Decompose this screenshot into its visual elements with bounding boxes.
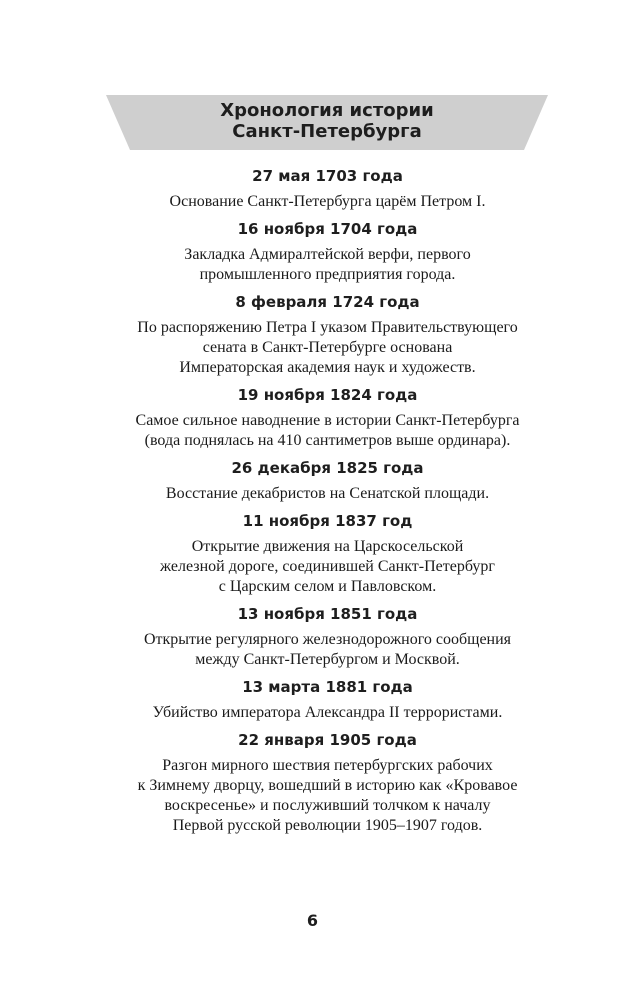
page-title-line1: Хронология истории [220,100,434,121]
event-description [60,318,595,378]
event-date: 8 февраля 1724 года [235,293,420,311]
event-date: 26 декабря 1825 года [231,459,424,477]
event-description-line: между Санкт-Петербургом и Москвой. [195,651,460,668]
event-description [60,756,595,836]
timeline-entry [60,604,595,670]
event-description [60,411,595,451]
event-description-line: сената в Санкт-Петербурге основана [202,339,453,356]
event-description [60,484,595,504]
event-description [60,245,595,285]
event-description [60,703,595,723]
event-description-line: Основание Санкт-Петербурга царём Петром I. [169,193,486,210]
timeline-entry [60,511,595,597]
timeline-entry [60,458,595,504]
event-date: 13 ноября 1851 года [237,605,418,623]
timeline-entry [60,166,595,212]
timeline-entry [60,677,595,723]
event-description-line: Закладка Адмиралтейской верфи, первого [184,246,471,263]
event-description-line: Разгон мирного шествия петербургских рабочих [162,757,493,774]
title-banner [106,95,548,150]
timeline-entry [60,730,595,836]
event-description [60,630,595,670]
event-description-line: Восстание декабристов на Сенатской площади. [165,485,490,502]
event-description-line: к Зимнему дворцу, вошедший в историю как «Кровавое [137,777,518,794]
event-date: 19 ноября 1824 года [237,386,418,404]
event-description-line: Открытие регулярного железнодорожного сообщения [143,631,512,648]
event-date: 16 ноября 1704 года [237,220,418,238]
event-description [60,537,595,597]
event-description-line: воскресенье» и послуживший толчком к началу [164,797,491,814]
event-description [60,192,595,212]
event-description-line: Императорская академия наук и художеств. [179,359,476,376]
event-description-line: с Царским селом и Павловском. [218,578,437,595]
event-description-line: Первой русской революции 1905–1907 годов. [172,817,483,834]
page-title [106,100,548,142]
timeline-entry [60,385,595,451]
page-number: 6 [306,911,319,930]
event-description-line: Самое сильное наводнение в истории Санкт-Петербурга [135,412,520,429]
event-date: 22 января 1905 года [238,731,417,749]
event-description-line: промышленного предприятия города. [199,266,456,283]
event-date: 11 ноября 1837 год [242,512,413,530]
event-description-line: (вода поднялась на 410 сантиметров выше ординара). [144,432,511,449]
event-description-line: Открытие движения на Царскосельской [191,538,464,555]
event-description-line: железной дороге, соединившей Санкт-Петербург [160,558,495,575]
timeline-entry [60,219,595,285]
event-date: 13 марта 1881 года [242,678,413,696]
chronology-list [60,166,595,843]
page-title-line2: Санкт-Петербурга [232,121,422,142]
timeline-entry [60,292,595,378]
event-date: 27 мая 1703 года [252,167,403,185]
event-description-line: Убийство императора Александра II террористами. [152,704,503,721]
event-description-line: По распоряжению Петра I указом Правительствующего [137,319,518,336]
